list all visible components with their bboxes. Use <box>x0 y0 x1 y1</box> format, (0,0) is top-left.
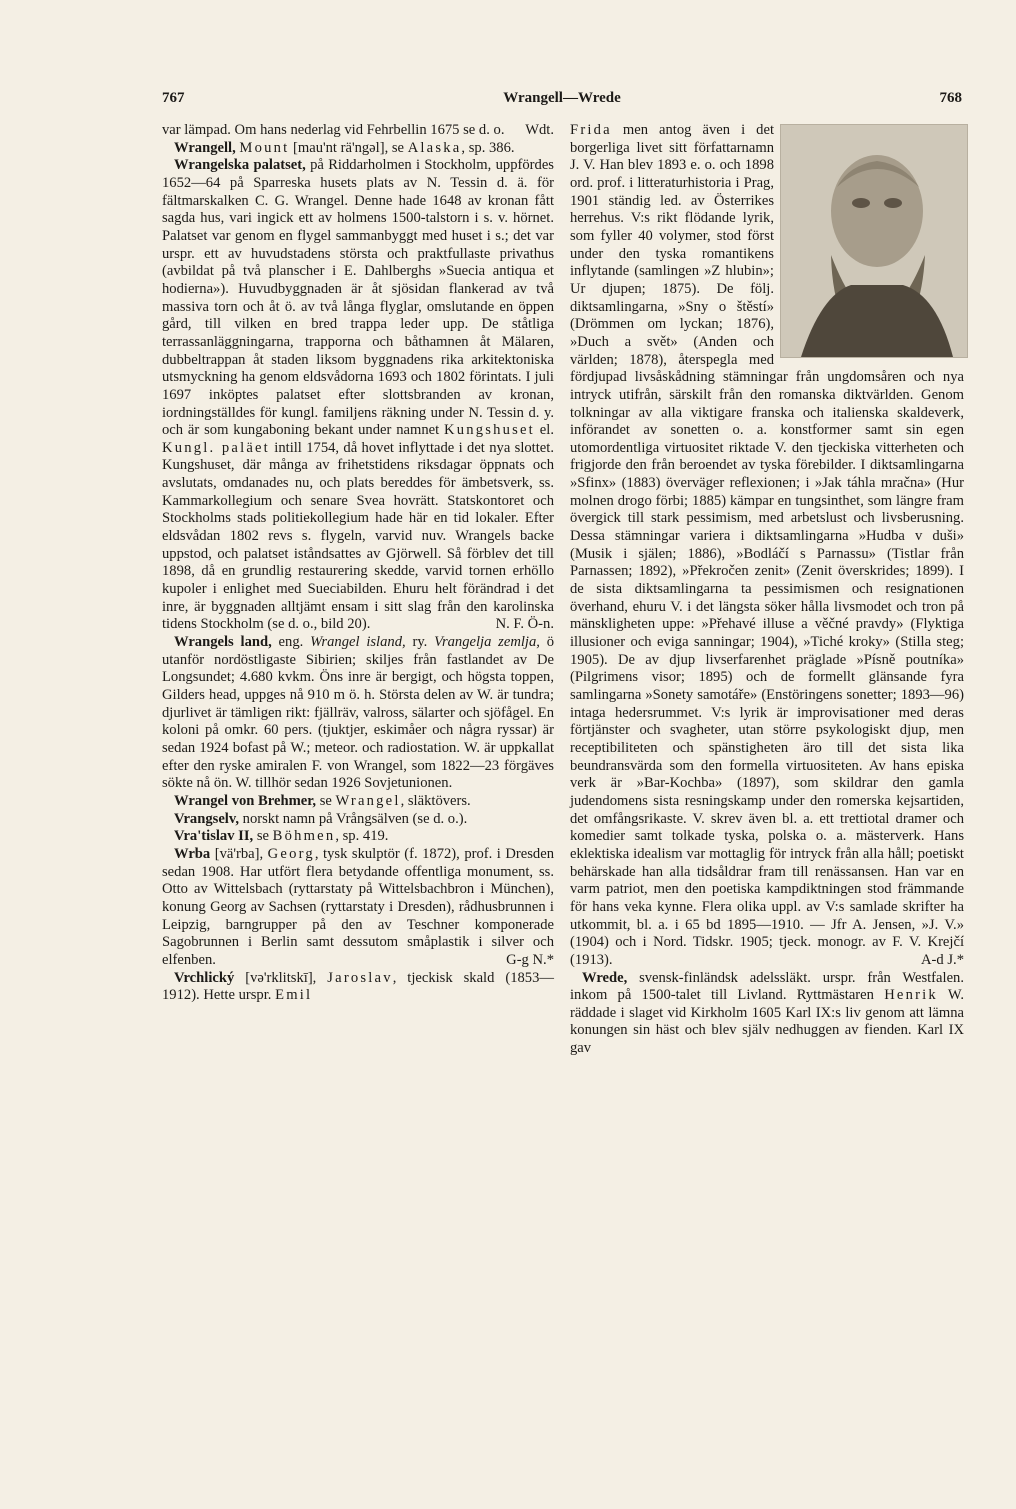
headword: Vrchlický <box>174 969 235 986</box>
entry-vratislav: Vra'tislav II, se Böhmen, sp. 419. <box>174 828 389 845</box>
entry-continuation: var lämpad. Om hans nederlag vid Fehrbellin 1675 se d. o. Wdt. <box>162 122 554 138</box>
headword: Wrangelska palatset, <box>174 157 306 174</box>
left-column <box>162 122 554 1005</box>
signature: G-g N.* <box>506 951 554 968</box>
signature: Wdt. <box>525 122 554 138</box>
headword: Wrba <box>174 845 211 862</box>
headword: Vra'tislav II, <box>174 828 254 845</box>
portrait-illustration <box>781 125 967 357</box>
entry-wrangel-von-brehmer: Wrangel von Brehmer, se Wrangel, släktövers. <box>174 792 471 809</box>
headword: Wrangel von Brehmer, <box>174 792 317 809</box>
headword: Wrangell, <box>174 139 236 156</box>
signature: A-d J.* <box>921 951 964 968</box>
cross-reference: Alaska <box>407 139 462 156</box>
entry-wrede: Wrede, svensk-finländsk adelssläkt. urspr. från Westfalen. inkom på 1500-talet till Livland. Ryttmästaren Henrik W. räddade i slaget vid Kirkholm 1605 Karl IX:s liv genom att lämna konungen sin häst och blev själv nedhuggen av fienden. Karl IX gav <box>570 969 964 1057</box>
entry-vrchlicky-continued: Frida men antog även i det borgerliga livet sitt författarnamn J. V. Han blev 1893 e. o. och 1898 ord. prof. i litteraturhistoria i Prag, 1901 ständig led. av Österrikes herrehus. V:s rikt flödande lyrik, som fyller 40 volymer, stod först under den tyska romantikens inflytande (samlingen »Z hlubin»; Ur djupen; 1875). De följ. diktsamlingarna, »Sny o štěstí» (Drömmen om lyckan; 1876), »Duch a svět» (Anden och världen; 1878), återspegla med fördjupad livsåskådning stämningar från ungdomsåren och nya intryck utifrån, särskilt från den romanska diktvärlden. Genom tolkningar av alla viktigare franska och italienska skaldeverk, införandet av sonetten o. a. konstformer samt sin egen utomordentliga virtuositet riktade V. den tjeckiska vitterheten och frigjorde den från beroendet av tyska förebilder. I diktsamlingarna »Sfinx» (1883) överväger reflexionen; i »Jak táhla mračna» (Hur molnen drogo förbi; 1885) kämpar en tungsinthet, som längre fram övergick till stark pessimism, med arbetslust och livsberusning. Dessa stämningar variera i diktsamlingarna »Hudba v duši» (Musik i själen; 1886), »Bodláčí s Parnassu» (Tistlar från Parnassen; 1892), »Překročen zenit» (Zenit överskrides; 1899). I de sista diktsamlingarna ta pessimismen och resignationen överhand, ehuru V. i det längsta söker hålla livsmodet och tron på mänskligheten uppe: »Přehavé illuse a věčné pravdy» (Flyktiga illusioner och eviga sanningar; 1904), »Tiché kroky» (Stilla steg; 1905). De av djup livserfarenhet präglade »Písně poutníka» (Pilgrimens visor; 1895) och de formellt glänsande fyra samlingarna »Sonety samotáře» (Enstöringens sonetter; 1893—96) intaga hedersrummet. V:s lyrik är improvisationer med deras förtjänster och svagheter, utan större psykologiskt djup, men receptibiliteten och spänstigheten äro till det sista lika beundransvärda som den formella virtuositeten. Av hans episka verk är »Bar-Kochba» (1897), som skildrar den gamla judendomens sista resningskamp under den romerska kejsartiden, det omfångsrikaste. V. skrev även bl. a. ett trettiotal dramer och komedier samt tolkade tyska, polska o. a. mästerverk. Hans eklektiska idealism var mottaglig för intryck från alla håll; poetiskt behärskade han alla tidsåldrar fram till renässansen. Han var en varm patriot, men den poetiska kampdiktningen stod främmande för hans veka kynne. Flera olika uppl. av V:s samlade skrifter ha utkommit, bl. a. i 65 bd 1895—1910. — Jfr A. Jensen, »J. V.» (1904) och i Nord. Tidskr. 1905; tjeck. monogr. av F. V. Krejčí (1913). A-d J.* <box>570 122 964 970</box>
entry-wrangels-land: Wrangels land, eng. Wrangel island, ry. Vrangelja zemlja, ö utanför nordöstligaste Sibirien; skiljes från fastlandet av De Longsundet; 4.680 kvkm. Öns inre är bergigt, och högsta toppen, Gilders head, uppges nå 910 m ö. h. Största delen av W. är tundra; djurlivet är tämligen rikt: fjällräv, valross, sälarter och sjöfågel. En koloni på omkr. 60 pers. (tjuktjer, eskimåer och några ryssar) är sedan 1924 bofast på W.; meteor. och radiostation. W. är uppkallat efter den ryske amiralen F. von Wrangel, som 1822—23 förgäves sökte nå ön. W. tillhör sedan 1926 Sovjetunionen. <box>162 634 555 792</box>
entry-wrangelska-palatset: Wrangelska palatset, på Riddarholmen i Stockholm, uppfördes 1652—64 på Sparreska husets plats av N. Tessin d. ä. för fältmarskalken C. G. Wrangel. Denne hade 1648 av kronan fått sagda hus, vari ingick ett av holmens 1500-talstorn i s. v. hörnet. Palatset var genom en flygel sammanbyggt med huset i s.; det var urspr. ett av huvudstadens största och praktfullaste privathus (avbildat på två planscher i E. Dahlberghs »Suecia antiqua et hodierna»). Huvudbyggnaden är åt sjösidan flankerad av två massiva torn och åt ö. av två långa flyglar, omslutande en öppen gård, till vilken en bred trappa leder upp. De ståtliga terrassanläggningarna, trapporna och båthamnen åt Mälaren, dubbeltrappan åt staden liksom byggnadens rika arkitektoniska utsmyckning ha genom eldsvådorna 1693 och 1802 förintats. I juli 1697 inköptes palatset efter slottsbranden av kronan, iordningställdes för kungl. familjens räkning under N. Tessin d. y. och är som kungaboning bekant under namnet Kungshuset el. Kungl. paläet intill 1754, då hovet inflyttade i det nya slottet. Kungshuset, där många av frihetstidens riksdagar öppnats och avslutats, omdanades nu, och plats bereddes för ämbetsverk, ss. Kammarkollegium och senare Svea hovrätt. Statskontoret och Stockholms stads politiekollegium hade här en tid lokaler. Efter eldsvådan 1802 revs s. flygeln, varvid nuv. Wrangels backe uppstod, och palatset iståndsattes av Gjörwell. Så förblev det till 1898, då en grundlig restaurering skedde, varvid tornen erhöllo kupoler i enlighet med Sueciabilden. Ehuru helt förändrad i det inre, är byggnaden alltjämt ensam i sitt slag från den karolinska tidens Stockholm (se d. o., bild 20). N. F. Ö-n. <box>162 157 554 633</box>
entry-vrchlicky: Vrchlický [və'rklitskī], Jaroslav, tjeckisk skald (1853—1912). Hette urspr. Emil <box>162 969 554 1004</box>
signature: N. F. Ö-n. <box>495 616 554 633</box>
portrait-photo <box>780 124 968 358</box>
page-number-left: 767 <box>162 90 185 106</box>
right-column <box>570 122 964 1058</box>
cross-reference: Böhmen <box>272 828 336 845</box>
page-header <box>162 90 962 112</box>
entry-vrangselv: Vrangselv, norskt namn på Vrångsälven (se d. o.). <box>174 810 468 827</box>
headword: Vrangselv, <box>174 810 239 827</box>
entry-wrba: Wrba [vä'rba], Georg, tysk skulptör (f. 1872), prof. i Dresden sedan 1908. Har utfört flera betydande offentliga monument, ss. Otto av Wittelsbach (ryttarstaty på Wittelsbachbron i München), konung Georg av Sachsen (ryttarstaty i Dresden), rådhusbrunnen i Leipzig, barngrupper på den av Teschner komponerade Sagobrunnen i Berlin samt dessutom småplastik i silver och elfenben. G-g N.* <box>162 845 554 968</box>
headword: Wrangels land, <box>174 634 272 651</box>
page-number-right: 768 <box>939 90 962 106</box>
entry-wrangell-mount: Wrangell, Mount [mau'nt rä'ngəl], se Alaska, sp. 386. <box>174 139 515 156</box>
running-title: Wrangell—Wrede <box>503 90 621 106</box>
headword: Wrede, <box>582 969 628 986</box>
cross-reference: Wrangel <box>335 792 401 809</box>
